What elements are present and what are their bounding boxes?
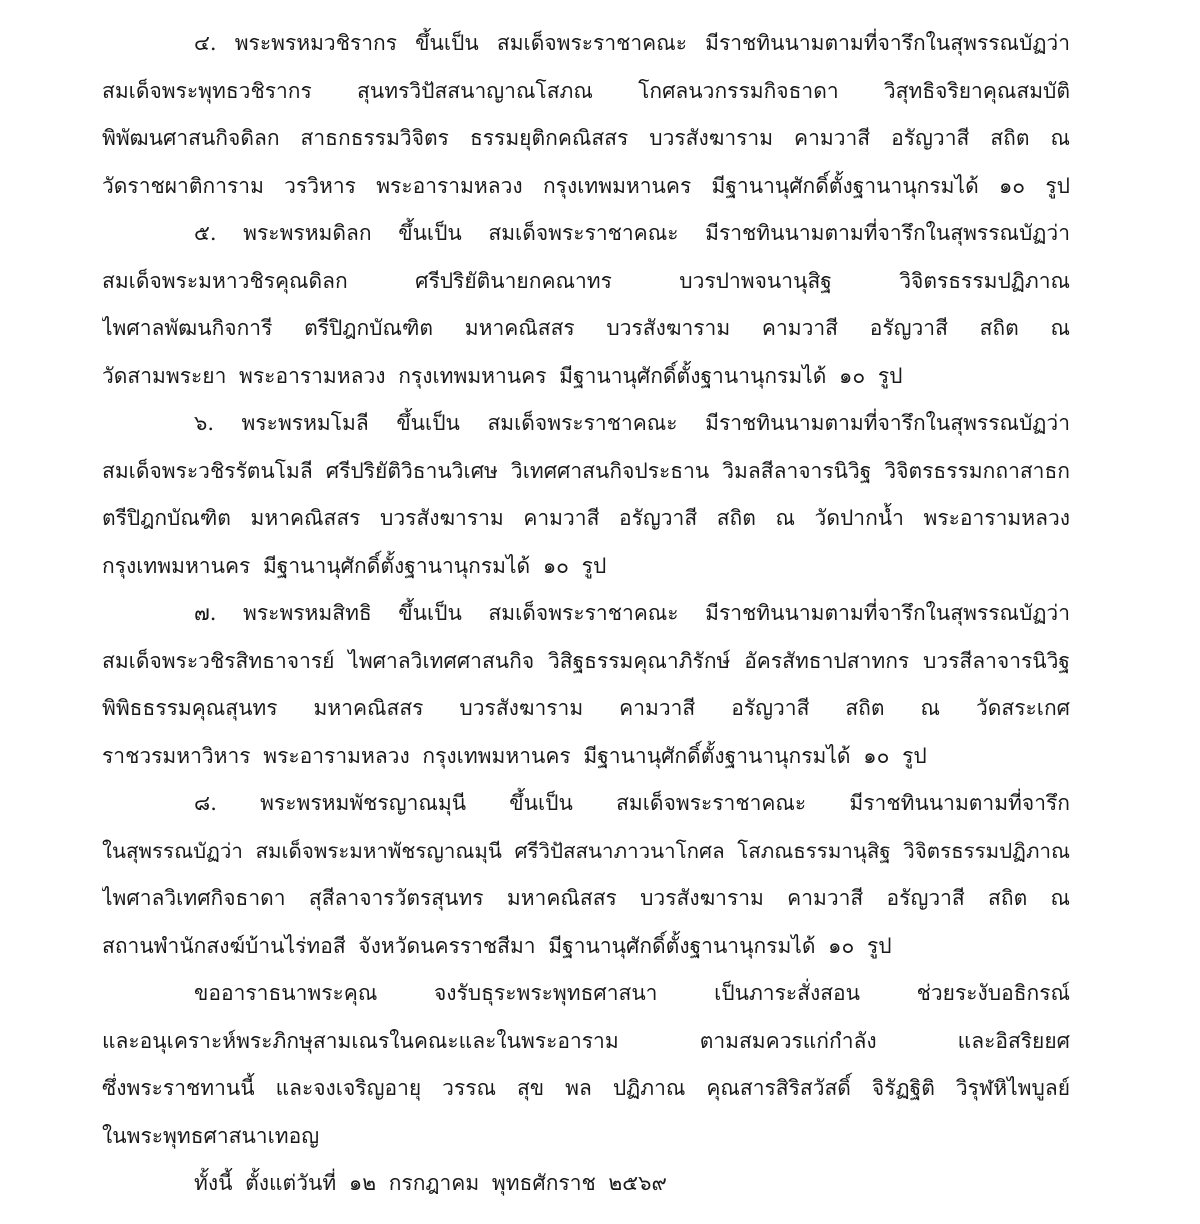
item-7-title-line-1: สมเด็จพระวชิรสิทธาจารย์ ไพศาลวิเทศศาสนกิจ วิสิฐธรรมคุณาภิรักษ์ อัครสัทธาปสาทกร บวรสีลาจารนิวิฐ xyxy=(102,648,1070,673)
item-4-heading-line: ๔. พระพรหมวชิรากร ขึ้นเป็น สมเด็จพระราชาคณะ มีราชทินนามตามที่จารึกในสุพรรณบัฏว่า xyxy=(194,31,1070,55)
item-4-location-line: วัดราชผาติการาม วรวิหาร พระอารามหลวง กรุงเทพมหานคร มีฐานานุศักดิ์ตั้งฐานานุกรมได้ ๑๐ รูป xyxy=(102,173,1070,198)
item-8-heading-line: ๘. พระพรหมพัชรญาณมุนี ขึ้นเป็น สมเด็จพระราชาคณะ มีราชทินนามตามที่จารึก xyxy=(194,791,1070,815)
item-6-location-line: กรุงเทพมหานคร มีฐานานุศักดิ์ตั้งฐานานุกรมได้ ๑๐ รูป xyxy=(102,553,607,578)
item-6-title-line-2: ตรีปิฎกบัณฑิต มหาคณิสสร บวรสังฆาราม คามวาสี อรัญวาสี สถิต ณ วัดปากน้ำ พระอารามหลวง xyxy=(102,506,1070,530)
item-5-heading-line: ๕. พระพรหมดิลก ขึ้นเป็น สมเด็จพระราชาคณะ มีราชทินนามตามที่จารึกในสุพรรณบัฏว่า xyxy=(194,221,1070,245)
item-5-title-line-2: ไพศาลพัฒนกิจการี ตรีปิฎกบัณฑิต มหาคณิสสร บวรสังฆาราม คามวาสี อรัญวาสี สถิต ณ xyxy=(102,316,1070,340)
document-body xyxy=(102,20,1070,1208)
item-5-title-line-1: สมเด็จพระมหาวชิรคุณดิลก ศรีปริยัตินายกคณาทร บวรปาพจนานุสิฐ วิจิตรธรรมปฏิภาณ xyxy=(102,268,1070,293)
item-6-heading-line: ๖. พระพรหมโมลี ขึ้นเป็น สมเด็จพระราชาคณะ มีราชทินนามตามที่จารึกในสุพรรณบัฏว่า xyxy=(194,411,1070,435)
item-4-title-line-2: พิพัฒนศาสนกิจดิลก สาธกธรรมวิจิตร ธรรมยุติกคณิสสร บวรสังฆาราม คามวาสี อรัญวาสี สถิต ณ xyxy=(102,126,1070,150)
item-7-location-line: ราชวรมหาวิหาร พระอารามหลวง กรุงเทพมหานคร มีฐานานุศักดิ์ตั้งฐานานุกรมได้ ๑๐ รูป xyxy=(102,743,927,768)
item-5-location-line: วัดสามพระยา พระอารามหลวง กรุงเทพมหานคร มีฐานานุศักดิ์ตั้งฐานานุกรมได้ ๑๐ รูป xyxy=(102,363,903,388)
item-7-heading-line: ๗. พระพรหมสิทธิ ขึ้นเป็น สมเด็จพระราชาคณะ มีราชทินนามตามที่จารึกในสุพรรณบัฏว่า xyxy=(194,601,1070,625)
item-4-title-line-1: สมเด็จพระพุทธวชิรากร สุนทรวิปัสสนาญาณโสภณ โกศลนวกรรมกิจธาดา วิสุทธิจริยาคุณสมบัติ xyxy=(102,78,1070,103)
item-8-title-line-1: ในสุพรรณบัฏว่า สมเด็จพระมหาพัชรญาณมุนี ศรีวิปัสสนาภาวนาโกศล โสภณธรรมานุสิฐ วิจิตรธรรมปฏิภาณ xyxy=(102,838,1070,863)
item-6-title-line-1: สมเด็จพระวชิรรัตนโมลี ศรีปริยัติวิธานวิเศษ วิเทศศาสนกิจประธาน วิมลสีลาจารนิวิฐ วิจิตรธรรมกถาสาธก xyxy=(102,458,1070,483)
blessing-line-4: ในพระพุทธศาสนาเทอญ xyxy=(102,1123,320,1148)
item-8-location-line: สถานพำนักสงฆ์บ้านไร่ทอสี จังหวัดนครราชสีมา มีฐานานุศักดิ์ตั้งฐานานุกรมได้ ๑๐ รูป xyxy=(102,933,892,958)
blessing-line-2: และอนุเคราะห์พระภิกษุสามเณรในคณะและในพระอาราม ตามสมควรแก่กำลัง และอิสริยยศ xyxy=(102,1028,1070,1053)
effective-date-line: ทั้งนี้ ตั้งแต่วันที่ ๑๒ กรกฎาคม พุทธศักราช ๒๕๖๙ xyxy=(194,1171,667,1195)
blessing-line-1: ขออาราธนาพระคุณ จงรับธุระพระพุทธศาสนา เป็นภาระสั่งสอน ช่วยระงับอธิกรณ์ xyxy=(194,981,1070,1005)
blessing-line-3: ซึ่งพระราชทานนี้ และจงเจริญอายุ วรรณ สุข พล ปฏิภาณ คุณสารสิริสวัสดิ์ จิรัฏฐิติ วิรุฬหิไพบูลย์ xyxy=(102,1076,1070,1100)
item-7-title-line-2: พิพิธธรรมคุณสุนทร มหาคณิสสร บวรสังฆาราม คามวาสี อรัญวาสี สถิต ณ วัดสระเกศ xyxy=(102,696,1070,720)
item-8-title-line-2: ไพศาลวิเทศกิจธาดา สุสีลาจารวัตรสุนทร มหาคณิสสร บวรสังฆาราม คามวาสี อรัญวาสี สถิต ณ xyxy=(102,886,1070,910)
